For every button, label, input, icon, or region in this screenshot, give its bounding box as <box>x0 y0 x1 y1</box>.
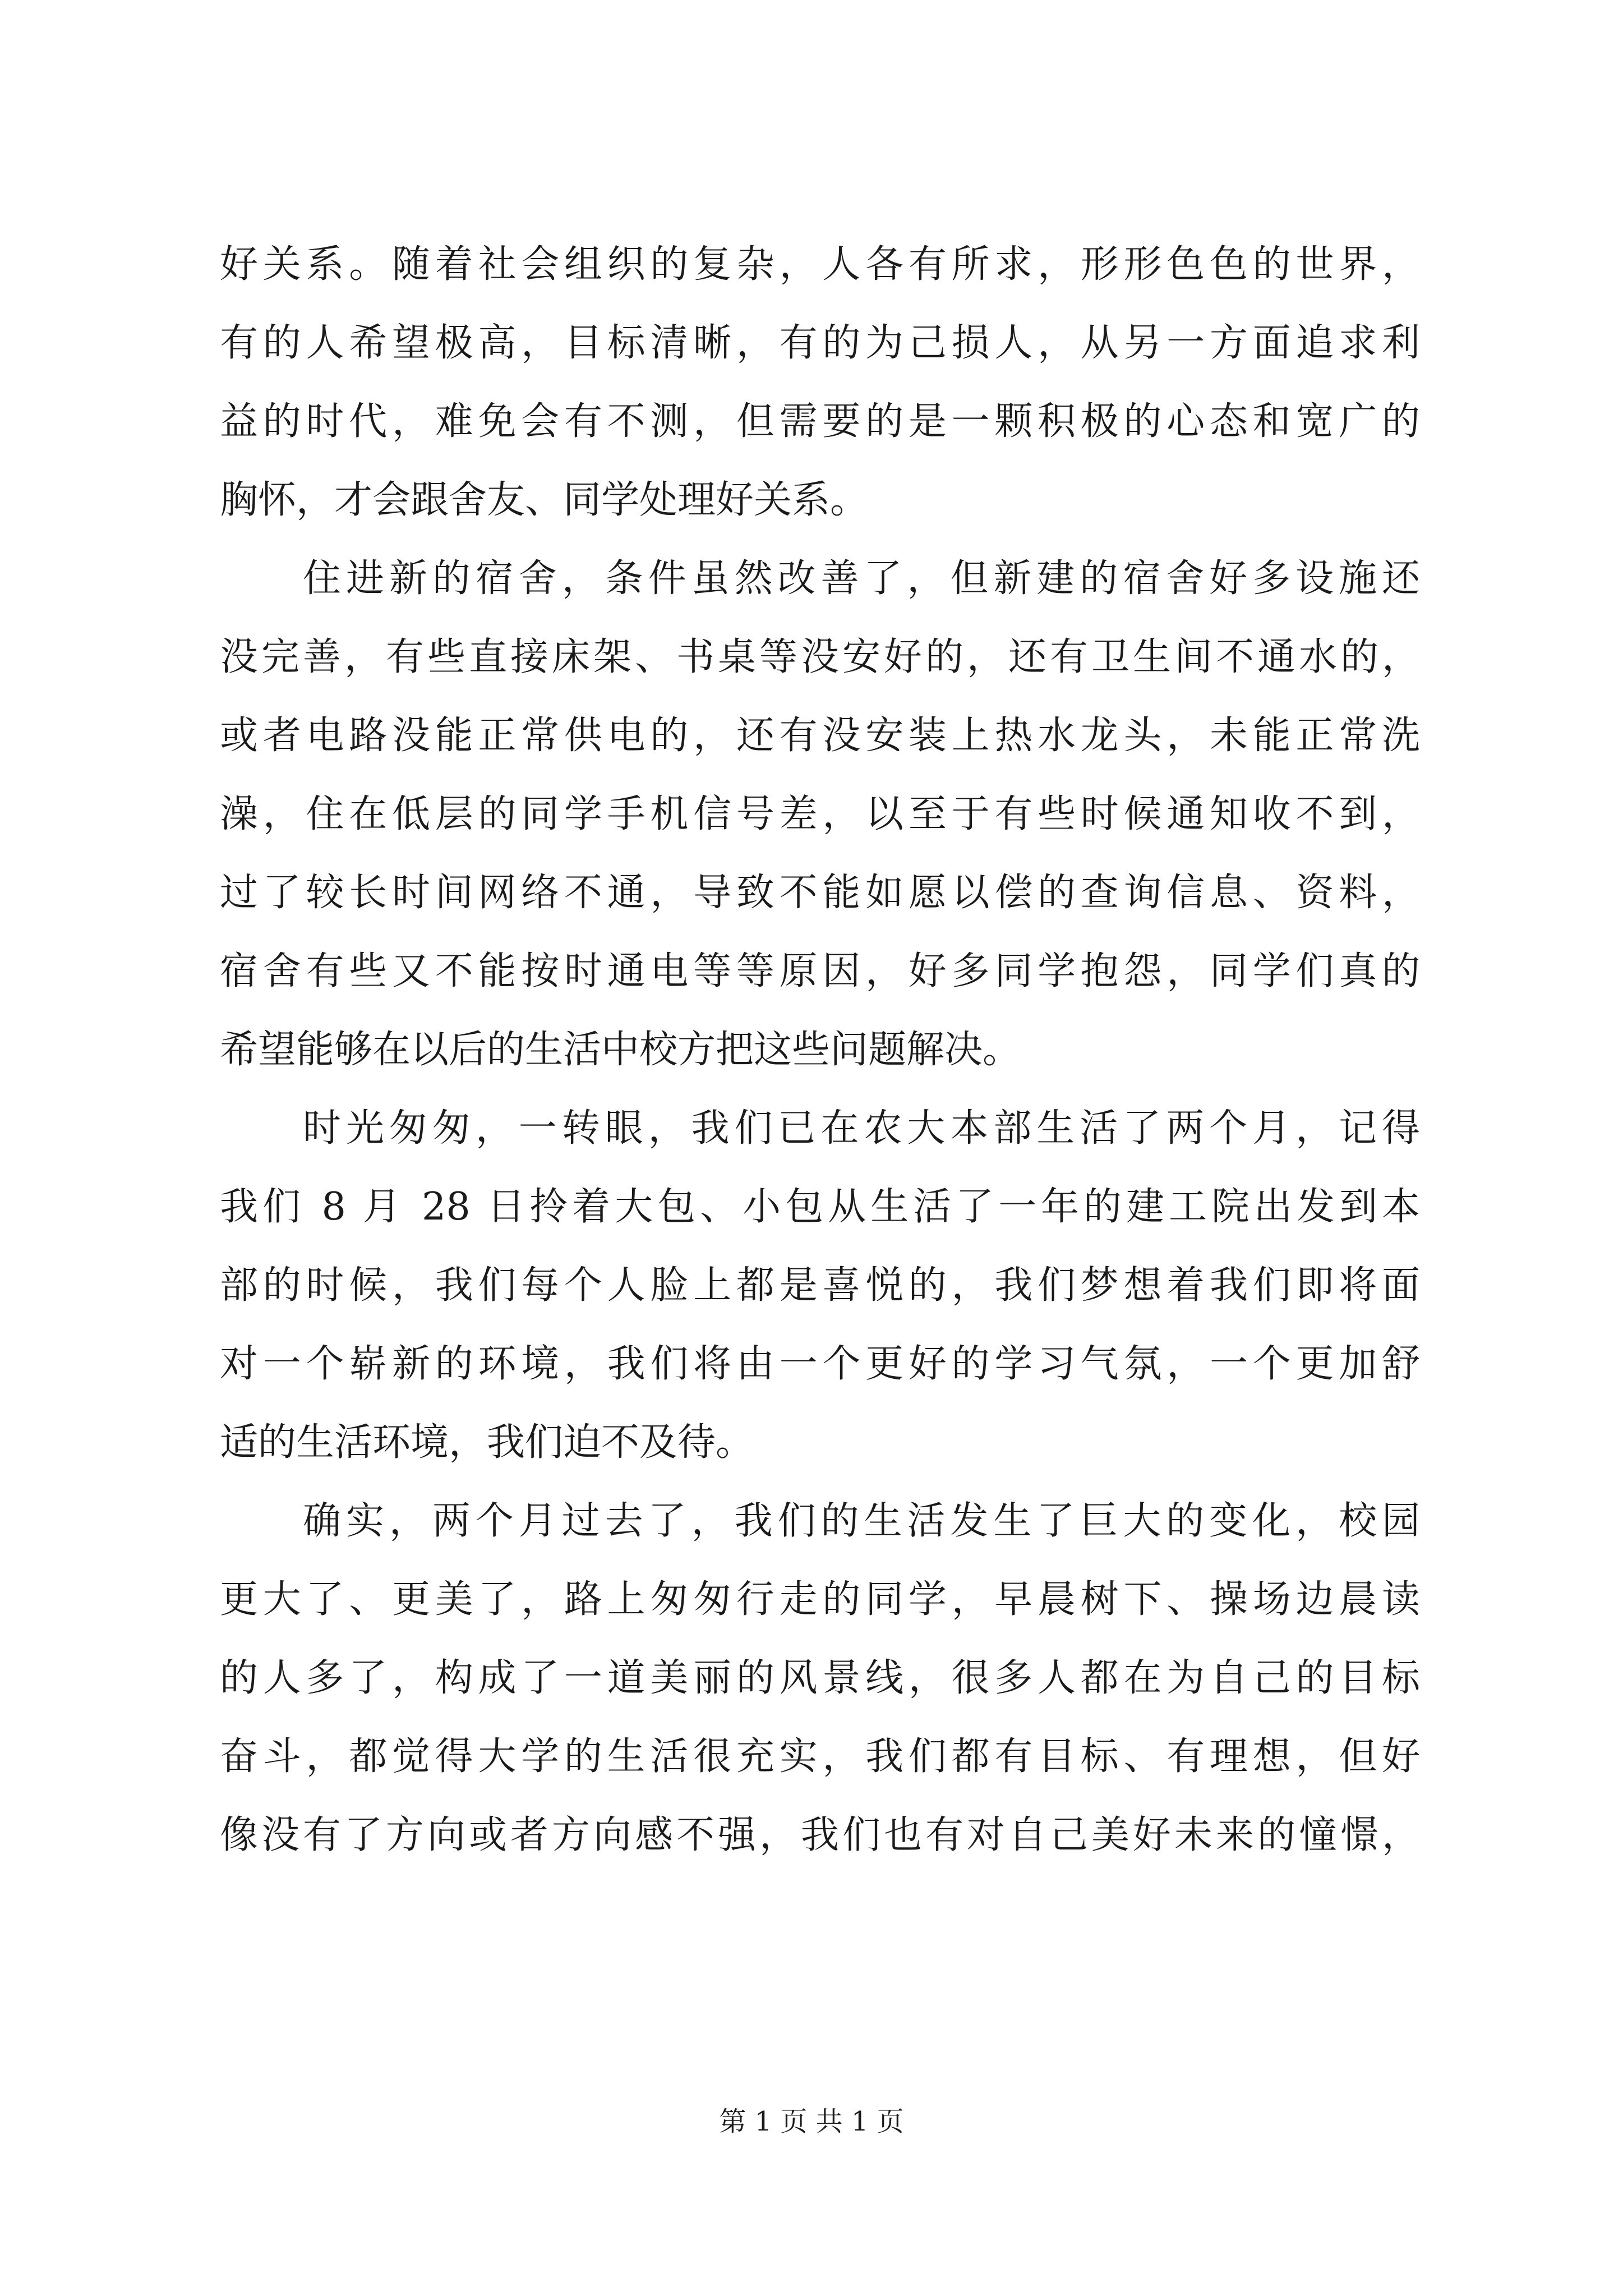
text-line: 时光匆匆，一转眼，我们已在农大本部生活了两个月，记得 <box>303 1106 1420 1151</box>
text-line: 对一个崭新的环境，我们将由一个更好的学习气氛，一个更加舒 <box>220 1342 1420 1386</box>
page-number-footer: 第 1 页 共 1 页 <box>719 2106 904 2137</box>
text-line: 胸怀，才会跟舍友、同学处理好关系。 <box>220 478 869 522</box>
text-line: 奋斗，都觉得大学的生活很充实，我们都有目标、有理想，但好 <box>220 1734 1420 1779</box>
text-line: 宿舍有些又不能按时通电等等原因，好多同学抱怨，同学们真的 <box>220 949 1420 993</box>
text-line: 希望能够在以后的生活中校方把这些问题解决。 <box>220 1028 1021 1072</box>
text-line: 像没有了方向或者方向感不强，我们也有对自己美好未来的憧憬， <box>220 1813 1420 1857</box>
text-line: 有的人希望极高，目标清晰，有的为己损人，从另一方面追求利 <box>220 321 1420 365</box>
text-line: 适的生活环境，我们迫不及待。 <box>220 1420 754 1465</box>
text-line: 过了较长时间网络不通，导致不能如愿以偿的查询信息、资料， <box>220 871 1420 915</box>
text-line: 澡，住在低层的同学手机信号差，以至于有些时候通知收不到， <box>220 792 1420 836</box>
text-line: 部的时候，我们每个人脸上都是喜悦的，我们梦想着我们即将面 <box>220 1263 1420 1308</box>
text-line: 更大了、更美了，路上匆匆行走的同学，早晨树下、操场边晨读 <box>220 1577 1420 1622</box>
text-line: 没完善，有些直接床架、书桌等没安好的，还有卫生间不通水的， <box>220 635 1420 679</box>
text-line: 的人多了，构成了一道美丽的风景线，很多人都在为自己的目标 <box>220 1656 1420 1700</box>
text-line: 我们 8 月 28 日拎着大包、小包从生活了一年的建工院出发到本 <box>220 1185 1420 1229</box>
text-line: 益的时代，难免会有不测，但需要的是一颗积极的心态和宽广的 <box>220 399 1420 444</box>
text-line: 好关系。随着社会组织的复杂，人各有所求，形形色色的世界， <box>220 242 1420 287</box>
text-line: 住进新的宿舍，条件虽然改善了，但新建的宿舍好多设施还 <box>303 556 1420 601</box>
text-line: 或者电路没能正常供电的，还有没安装上热水龙头，未能正常洗 <box>220 714 1420 758</box>
text-line: 确实，两个月过去了，我们的生活发生了巨大的变化，校园 <box>303 1499 1420 1543</box>
